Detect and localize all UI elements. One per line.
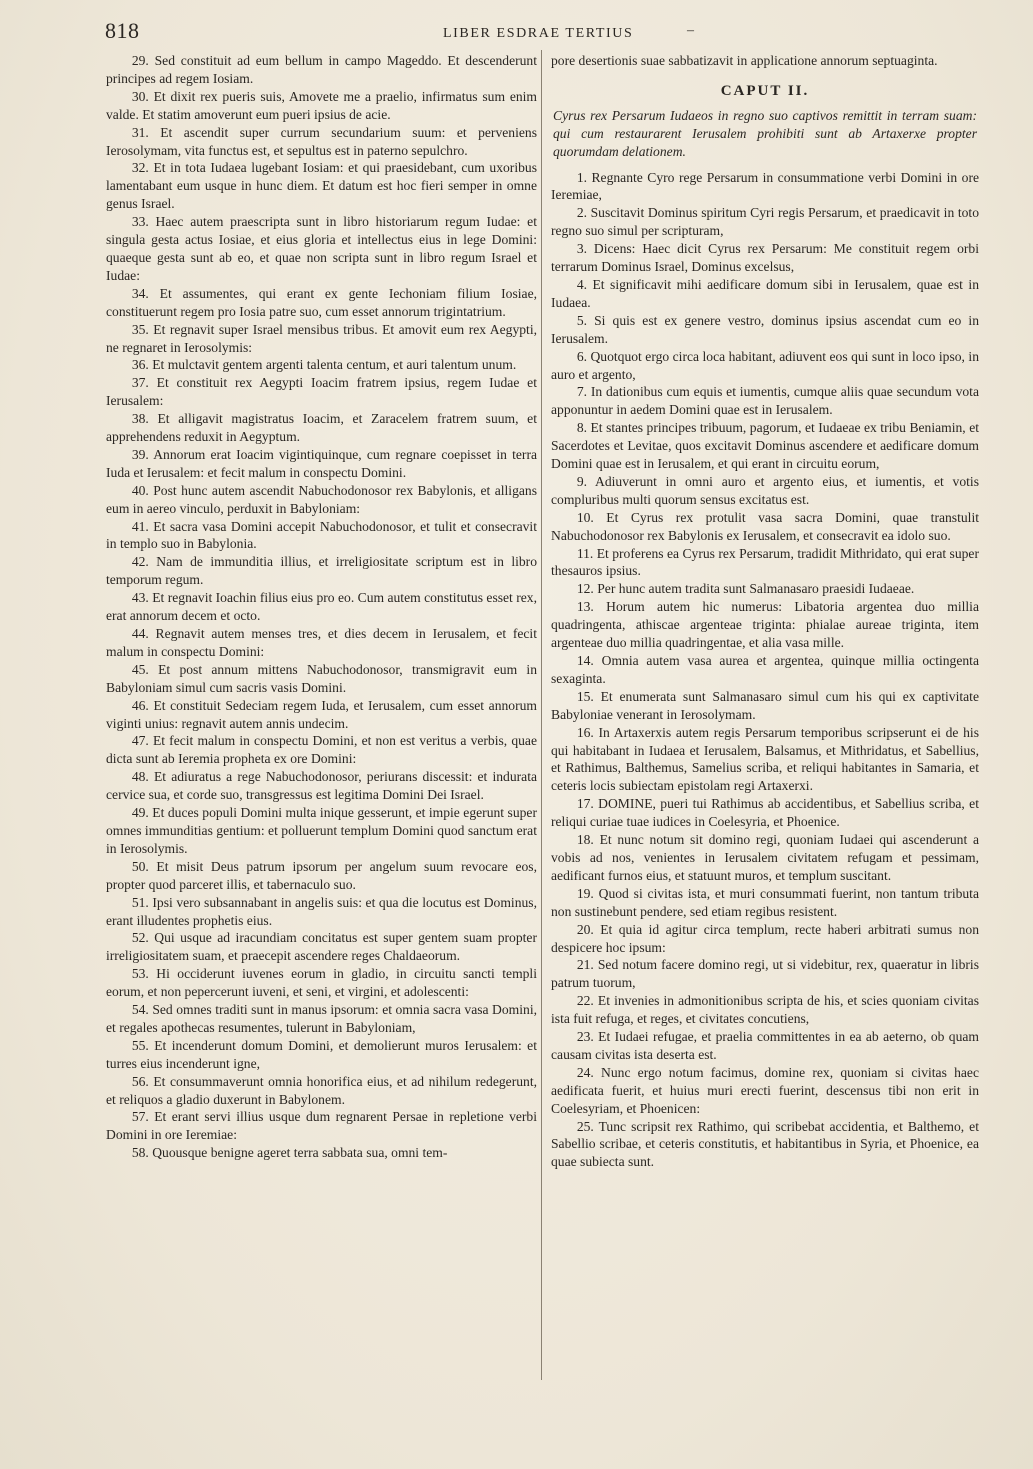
verse: 40. Post hunc autem ascendit Nabuchodonosor rex Babylonis, et alligans eum in aereo vinculo, perduxit in Babyloniam:: [106, 482, 537, 516]
left-column: [106, 52, 537, 1162]
right-verses: [551, 169, 979, 1172]
verse: 43. Et regnavit Ioachin filius eius pro eo. Cum autem constitutus esset rex, erat annorum decem et octo.: [106, 590, 537, 624]
verse: 24. Nunc ergo notum facimus, domine rex, quoniam si civitas haec aedificata fuerit, et huius muri erecti fuerint, descensus tibi non erit in Coelesyriam, et Phoenicen:: [551, 1064, 979, 1116]
verse: 47. Et fecit malum in conspectu Domini, et non est veritus a verbis, quae dicta sunt ab Ieremia propheta ex ore Domini:: [106, 733, 537, 767]
verse: 51. Ipsi vero subsannabant in angelis suis: et qua die locutus est Dominus, erant illudentes prophetis eius.: [106, 894, 537, 928]
page-number: 818: [105, 18, 140, 43]
verse: 17. DOMINE, pueri tui Rathimus ab accidentibus, et Sabellius scriba, et reliqui curiae tuae iudices in Coelesyria, et Phoenice.: [551, 796, 979, 830]
verse: 31. Et ascendit super currum secundarium suum: et perveniens Ierosolymam, vita functus est, et sepultus est in paterno sepulchro.: [106, 124, 537, 158]
verse: 16. In Artaxerxis autem regis Persarum temporibus scripserunt ei de his qui habitabant in Iudaea et Ierusalem, Balsamus, et Mithridatus, et Sabellius, et Rathimus, Balthemus, Samelius scriba, et reliqui habitantes in Samaria, et ceteris locis subiectam epistolam regi Artaxerxi.: [551, 724, 979, 794]
verse: 48. Et adiuratus a rege Nabuchodonosor, periurans discessit: et indurata cervice sua, et corde suo, transgressus est legitima Domini Dei Israel.: [106, 769, 537, 803]
verse: 39. Annorum erat Ioacim vigintiquinque, cum regnare coepisset in terra Iuda et Ierusalem: et fecit malum in conspectu Domini.: [106, 446, 537, 480]
verse: 10. Et Cyrus rex protulit vasa sacra Domini, quae transtulit Nabuchodonosor rex Babylonis ex Ierusalem, et consecravit ea idolo suo.: [551, 509, 979, 543]
verse: 19. Quod si civitas ista, et muri consummati fuerint, non tantum tributa non sustinebunt pendere, sed etiam regibus resistent.: [551, 885, 979, 919]
verse: 9. Adiuverunt in omni auro et argento eius, et iumentis, et votis compluribus multi quorum sensus excitatus est.: [551, 473, 979, 507]
verse: 32. Et in tota Iudaea lugebant Iosiam: et qui praesidebant, cum uxoribus lamentabant eum usque in hunc diem. Et datum est hoc fieri semper in omne genus Israel.: [106, 160, 537, 212]
verse: 22. Et invenies in admonitionibus scripta de his, et scies quoniam civitas ista fuit refuga, et reges, et civitates concutiens,: [551, 993, 979, 1027]
verse: 20. Et quia id agitur circa templum, recte haberi arbitrati sumus non despicere hoc ipsum:: [551, 921, 979, 955]
verse: 12. Per hunc autem tradita sunt Salmanasaro praesidi Iudaeae.: [576, 581, 915, 597]
verse: 4. Et significavit mihi aedificare domum sibi in Ierusalem, quae est in Iudaea.: [551, 276, 979, 310]
verse: 21. Sed notum facere domino regi, ut si videbitur, rex, quaeratur in libris patrum tuorum,: [551, 957, 979, 991]
verse: 11. Et proferens ea Cyrus rex Persarum, tradidit Mithridato, qui erat super thesauros ipsius.: [551, 545, 979, 579]
verse: 50. Et misit Deus patrum ipsorum per angelum suum revocare eos, propter quod parceret illis, et tabernaculo suo.: [106, 858, 537, 892]
verse: 55. Et incenderunt domum Domini, et demolierunt muros Ierusalem: et turres eius incenderunt igne,: [106, 1037, 537, 1071]
verse: 37. Et constituit rex Aegypti Ioacim fratrem ipsius, regem Iudae et Ierusalem:: [106, 375, 537, 409]
chapter-heading: CAPUT II.: [720, 82, 810, 99]
verse: 15. Et enumerata sunt Salmanasaro simul cum his qui ex captivitate Babyloniae venerant in Ierosolymam.: [551, 688, 979, 722]
verse: 46. Et constituit Sedeciam regem Iuda, et Ierusalem, cum esset annorum viginti unius: regnavit autem annis undecim.: [106, 697, 537, 731]
running-title: LIBER ESDRAE TERTIUS: [443, 26, 634, 41]
verse: 56. Et consummaverunt omnia honorifica eius, et ad nihilum redegerunt, et reliquos a gladio duxerunt in Babylonem.: [106, 1073, 537, 1107]
verse: 1. Regnante Cyro rege Persarum in consummatione verbi Domini in ore Ieremiae,: [551, 169, 979, 203]
verse: 57. Et erant servi illius usque dum regnarent Persae in repletione verbi Domini in ore Ieremiae:: [106, 1109, 537, 1143]
page-header: [105, 18, 985, 48]
verse: 44. Regnavit autem menses tres, et dies decem in Ierusalem, et fecit malum in conspectu Domini:: [106, 626, 537, 659]
verse: 14. Omnia autem vasa aurea et argentea, quinque millia octingenta sexaginta.: [551, 653, 979, 686]
header-dash: –: [687, 23, 694, 38]
verse: 35. Et regnavit super Israel mensibus tribus. Et amovit eum rex Aegypti, ne regnaret in Ierosolymis:: [106, 321, 537, 355]
verse: 58. Quousque benigne ageret terra sabbata sua, omni tem-: [131, 1145, 448, 1161]
verse: 34. Et assumentes, qui erant ex gente Iechoniam filium Iosiae, constituerunt regem pro Iosia patre suo, cum esset annorum trigintatrium.: [106, 285, 537, 319]
verse: 45. Et post annum mittens Nabuchodonosor, transmigravit eum in Babyloniam simul cum sacris vasis Domini.: [106, 661, 537, 695]
verse: 30. Et dixit rex pueris suis, Amovete me a praelio, infirmatus sum enim valde. Et statim amoverunt eum pueri ipsius de acie.: [106, 88, 537, 122]
column-divider: [541, 50, 542, 1380]
chapter-summary: Cyrus rex Persarum Iudaeos in regno suo captivos remittit in terram suam: qui cum restaurarent Ierusalem prohibiti sunt ab Artaxerxe propter quorumdam delationem.: [553, 107, 977, 159]
verse: 54. Sed omnes traditi sunt in manus ipsorum: et omnia sacra vasa Domini, et regales apothecas resumentes, tulerunt in Babyloniam,: [106, 1002, 537, 1035]
verse: 23. Et Iudaei refugae, et praelia committentes in ea ab aeterno, ob quam causam civitas ista deserta est.: [551, 1029, 979, 1062]
verse: 42. Nam de immunditia illius, et irreligiositate scriptum est in libro temporum regum.: [106, 554, 537, 588]
verse: 52. Qui usque ad iracundiam concitatus est super gentem suam propter irreligiositatem suam, et praecepit ascendere reges Chaldaeorum.: [106, 930, 537, 964]
verse: 3. Dicens: Haec dicit Cyrus rex Persarum: Me constituit regem orbi terrarum Dominus Israel, Dominus excelsus,: [551, 241, 979, 275]
verse: 41. Et sacra vasa Domini accepit Nabuchodonosor, et tulit et consecravit in templo suo in Babylonia.: [106, 518, 537, 552]
verse: 36. Et mulctavit gentem argenti talenta centum, et auri talentum unum.: [131, 357, 517, 373]
right-column: [551, 52, 979, 1171]
verse: 6. Quotquot ergo circa loca habitant, adiuvent eos qui sunt in loco ipso, in auro et argento,: [551, 348, 979, 382]
continued-verse: pore desertionis suae sabbatizavit in applicatione annorum septuaginta.: [551, 53, 938, 68]
verse: 53. Hi occiderunt iuvenes eorum in gladio, in circuitu sancti templi eorum, et non pepercerunt iuveni, et seni, et virgini, et adolescenti:: [106, 966, 537, 1000]
verse: 18. Et nunc notum sit domino regi, quoniam Iudaei qui ascenderunt a vobis ad nos, venientes in Ierusalem civitatem refugam et pessimam, aedificant furnos eius, et statuunt muros, et templum suscitant.: [551, 832, 979, 883]
verse: 8. Et stantes principes tribuum, pagorum, et Iudaeae ex tribu Beniamin, et Sacerdotes et Levitae, quos excitavit Dominus ascendere et aedificare domum Domini quae est in Ierusalem, et qui erant in circuitu eorum,: [551, 420, 979, 472]
verse: 33. Haec autem praescripta sunt in libro historiarum regum Iudae: et singula gesta actus Iosiae, et eius gloria et intellectus eius in lege Domini: quaeque gesta sunt ab eo, et quae non scripta sunt in libro regum Israel et Iudae:: [106, 214, 537, 283]
verse: 25. Tunc scripsit rex Rathimo, qui scribebat accidentia, et Balthemo, et Sabellio scribae, et ceteris constitutis, et habitantibus in Syria, et Phoenice, ea quae subiecta sunt.: [551, 1118, 979, 1170]
verse: 2. Suscitavit Dominus spiritum Cyri regis Persarum, et praedicavit in toto regno suo simul per scripturam,: [551, 205, 979, 239]
verse: 5. Si quis est ex genere vestro, dominus ipsius ascendat cum eo in Ierusalem.: [551, 312, 979, 346]
verse: 38. Et alligavit magistratus Ioacim, et Zaracelem fratrem suum, et apprehendens reduxit in Aegyptum.: [106, 411, 537, 445]
verse: 29. Sed constituit ad eum bellum in campo Mageddo. Et descenderunt principes ad regem Iosiam.: [106, 53, 537, 86]
verse: 13. Horum autem hic numerus: Libatoria argentea duo millia quadringenta, athiscae argenteae triginta: phialae aureae triginta, item argenteae duo millia quadringentae, et alia vasa mille.: [551, 599, 979, 651]
verse: 49. Et duces populi Domini multa inique gesserunt, et impie egerunt super omnes immunditias gentium: et polluerunt templum Domini quod sanctum erat in Ierosolymis.: [106, 805, 537, 856]
verse: 7. In dationibus cum equis et iumentis, cumque aliis quae secundum vota apponuntur in aedem Domini quae est in Ierusalem.: [551, 384, 979, 418]
